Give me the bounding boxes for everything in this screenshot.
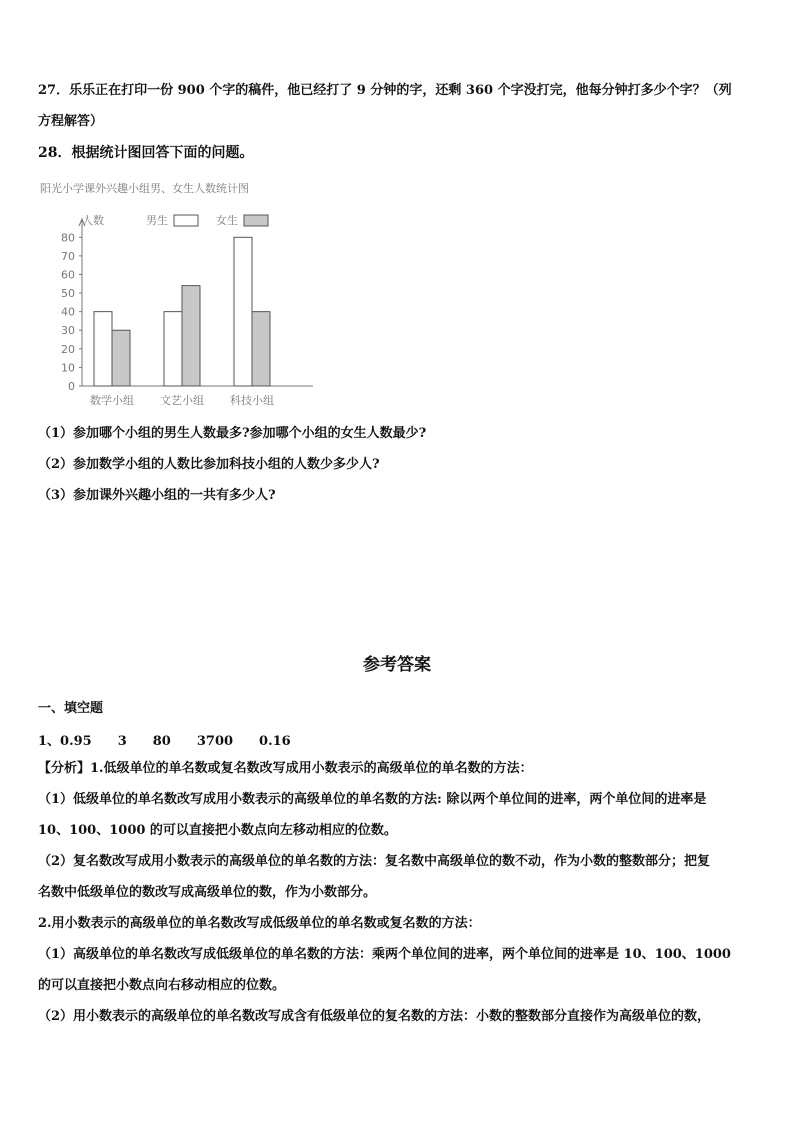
analysis-line-8: 的可以直接把小数点向右移动相应的位数。 <box>38 978 286 993</box>
bar-boys-1 <box>94 312 112 386</box>
x-category-label: 数学小组 <box>90 394 134 407</box>
analysis-line-4: （2）复名数改写成用小数表示的高级单位的单名数的方法：复名数中高级单位的数不动，作为小数的整数部分；把复 <box>38 854 711 869</box>
y-tick-label: 80 <box>61 231 75 245</box>
analysis-line-6: 2.用小数表示的高级单位的单名数改写成低级单位的单名数或复名数的方法： <box>38 916 481 931</box>
answer-value: 3 <box>117 734 127 749</box>
y-tick-label: 60 <box>61 268 75 282</box>
bar-chart-svg <box>38 178 328 414</box>
y-tick-label: 20 <box>61 342 75 356</box>
y-tick-label: 30 <box>61 324 75 338</box>
question-28-sub-3: （3）参加课外兴趣小组的一共有多少人? <box>38 488 276 503</box>
y-tick-label: 50 <box>61 287 75 301</box>
analysis-line-2: （1）低级单位的单名数改写成用小数表示的高级单位的单名数的方法: 除以两个单位间的进率，两个单位间的进率是 <box>38 792 707 807</box>
bar-girls-1 <box>112 330 130 386</box>
y-tick-label: 40 <box>61 305 75 319</box>
y-tick-label: 10 <box>61 361 75 375</box>
analysis-line-5: 名数中低级单位的数改写成高级单位的数，作为小数部分。 <box>38 885 377 900</box>
analysis-line-9: （2）用小数表示的高级单位的单名数改写成含有低级单位的复名数的方法：小数的整数部分直接作为高级单位的数， <box>38 1009 711 1024</box>
answer-value: 0.16 <box>259 734 291 749</box>
bar-boys-3 <box>234 237 252 386</box>
analysis-line-3: 10、100、1000 的可以直接把小数点向左移动相应的位数。 <box>38 823 397 838</box>
section-heading: 一、填空题 <box>38 701 104 716</box>
question-28-sub-1: （1）参加哪个小组的男生人数最多?参加哪个小组的女生人数最少? <box>38 426 427 441</box>
answer-value: 80 <box>152 734 171 749</box>
answer-1-label: 1、 <box>38 734 61 749</box>
analysis-line-7: （1）高级单位的单名数改写成低级单位的单名数的方法：乘两个单位间的进率，两个单位间的进率是 10、100、1000 <box>38 947 731 962</box>
answer-1-row <box>38 730 317 749</box>
chart-plot-area <box>61 219 313 407</box>
x-category-label: 科技小组 <box>230 394 274 407</box>
question-27-line-1: 27．乐乐正在打印一份 900 个字的稿件，他已经打了 9 分钟的字，还剩 360 个字没打完，他每分钟打多少个字？（列 <box>38 83 732 98</box>
bar-girls-2 <box>182 286 200 386</box>
chart-title: 阳光小学课外兴趣小组男、女生人数统计图 <box>40 182 249 195</box>
answer-value: 3700 <box>196 734 234 749</box>
y-tick-label: 0 <box>68 380 75 393</box>
legend-label: 女生 <box>216 214 238 227</box>
question-27-line-2: 方程解答） <box>38 114 104 129</box>
analysis-line-1: 【分析】1.低级单位的单名数或复名数改写成用小数表示的高级单位的单名数的方法： <box>38 761 533 776</box>
bar-girls-3 <box>252 312 270 386</box>
legend-swatch <box>174 215 198 226</box>
bar-chart <box>38 178 328 414</box>
y-axis-label: 人数 <box>82 214 104 227</box>
answer-key-title: 参考答案 <box>363 655 431 675</box>
chart-legend <box>146 213 268 227</box>
y-tick-label: 70 <box>61 249 75 263</box>
x-category-label: 文艺小组 <box>160 394 204 407</box>
legend-swatch <box>244 215 268 226</box>
question-28-sub-2: （2）参加数学小组的人数比参加科技小组的人数少多少人? <box>38 457 380 472</box>
bar-boys-2 <box>164 312 182 386</box>
answer-value: 0.95 <box>60 734 92 749</box>
question-28-prompt: 28．根据统计图回答下面的问题。 <box>38 145 254 161</box>
legend-label: 男生 <box>146 214 168 227</box>
